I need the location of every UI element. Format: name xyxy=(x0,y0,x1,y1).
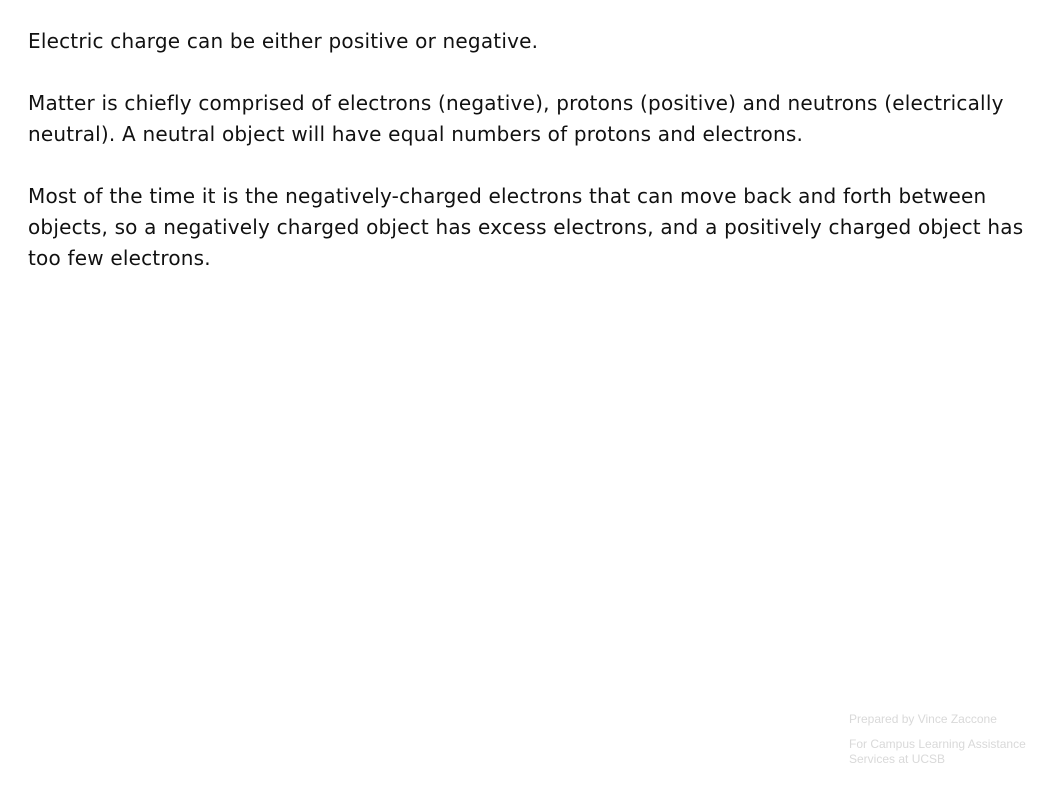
paragraph-matter-composition: Matter is chiefly comprised of electrons (negative), protons (positive) and neutrons (electrically neutral). A neutral object will have equal numbers of protons and electrons. xyxy=(28,91,1004,146)
footer-watermark xyxy=(849,712,1049,767)
footer-credit: Prepared by Vince Zaccone xyxy=(849,712,997,726)
slide-body xyxy=(28,26,1038,305)
footer-affiliation: For Campus Learning Assistance Services at UCSB xyxy=(849,737,1026,766)
paragraph-charge-polarity: Electric charge can be either positive or negative. xyxy=(28,29,539,53)
paragraph-electron-transfer: Most of the time it is the negatively-charged electrons that can move back and forth between objects, so a negatively charged object has excess electrons, and a positively charged object has too few electrons. xyxy=(28,184,1024,270)
